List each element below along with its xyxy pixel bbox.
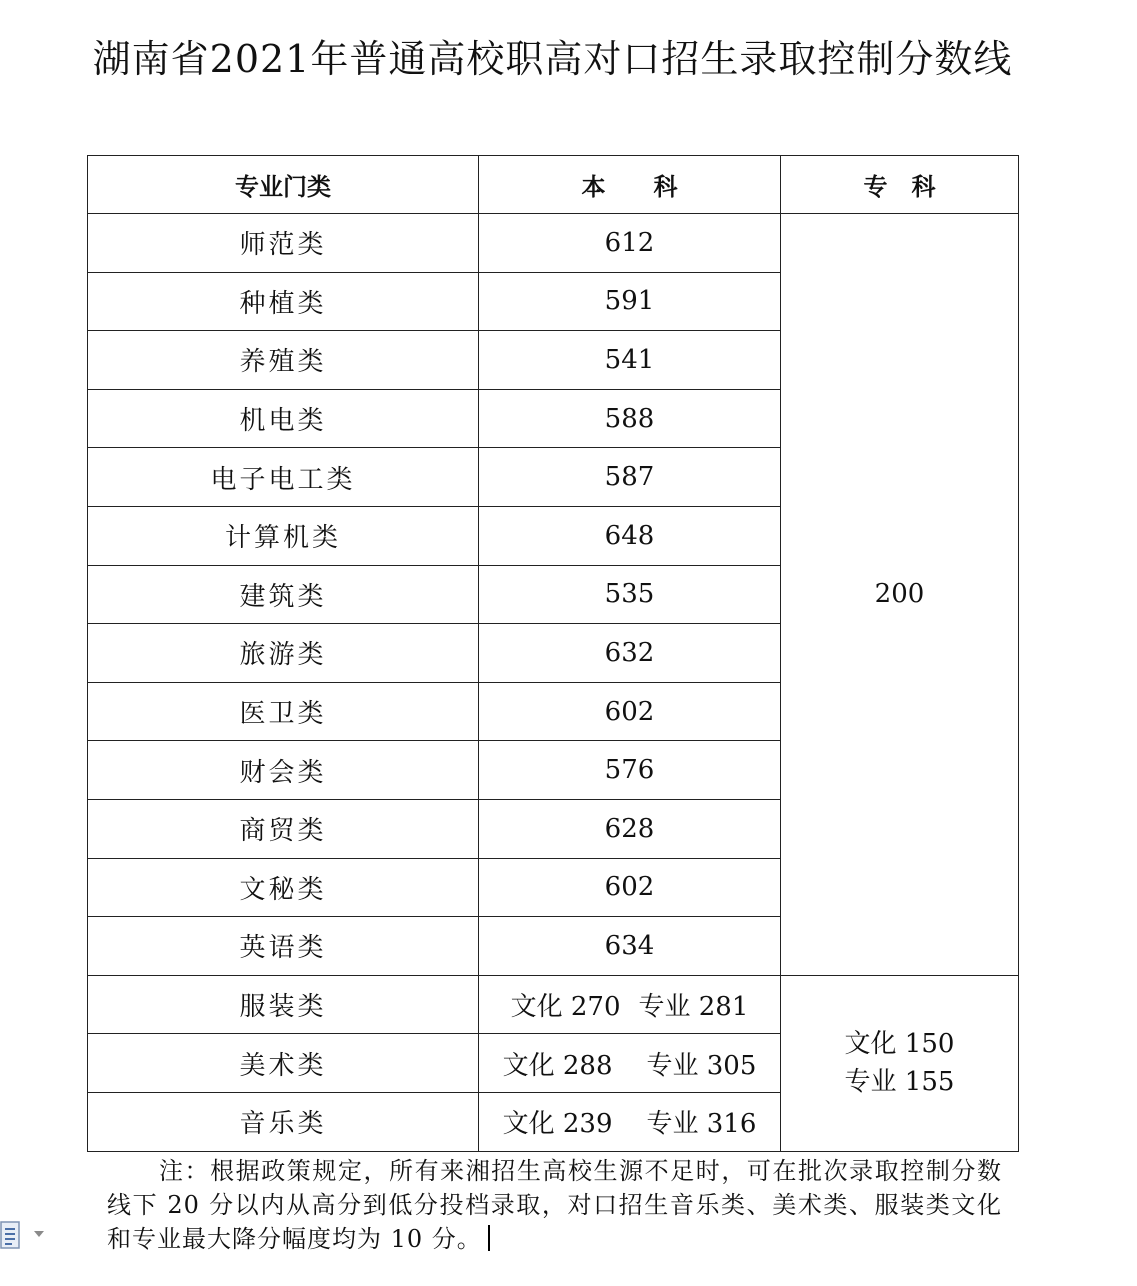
score-table: [87, 155, 1019, 1152]
header-benke: 本 科: [479, 156, 781, 214]
category-cell: 种植类: [88, 272, 479, 331]
benke-art-score-cell: [479, 1034, 781, 1093]
category-cell: 计算机类: [88, 506, 479, 565]
zhuanke-major-score: 专业 155: [844, 1067, 955, 1098]
category-cell: 英语类: [88, 917, 479, 976]
table-row: [88, 975, 1019, 1034]
benke-art-score-cell: [479, 1092, 781, 1151]
page-title: 湖南省2021年普通高校职高对口招生录取控制分数线: [92, 37, 1013, 81]
culture-score: 文化 270: [510, 992, 621, 1023]
category-cell: 旅游类: [88, 624, 479, 683]
category-cell: 文秘类: [88, 858, 479, 917]
benke-score-cell: 632: [479, 624, 781, 683]
benke-score-cell: 591: [479, 272, 781, 331]
benke-score-cell: 612: [479, 214, 781, 273]
category-cell: 养殖类: [88, 331, 479, 390]
benke-score-cell: 602: [479, 682, 781, 741]
major-score: 专业 316: [646, 1109, 757, 1140]
footnote: [107, 1154, 1002, 1256]
header-category: 专业门类: [88, 156, 479, 214]
benke-score-cell: 628: [479, 799, 781, 858]
benke-score-cell: 587: [479, 448, 781, 507]
category-cell: 服装类: [88, 975, 479, 1034]
benke-score-cell: 535: [479, 565, 781, 624]
category-cell: 建筑类: [88, 565, 479, 624]
category-cell: 美术类: [88, 1034, 479, 1093]
zhuanke-culture-score: 文化 150: [844, 1029, 955, 1060]
header-zhuanke: 专 科: [781, 156, 1019, 214]
benke-score-cell: 602: [479, 858, 781, 917]
zhuanke-general-cell: 200: [781, 214, 1019, 976]
category-cell: 音乐类: [88, 1092, 479, 1151]
benke-score-cell: 588: [479, 389, 781, 448]
table-header-row: [88, 156, 1019, 214]
document-options-icon[interactable]: [0, 1221, 22, 1251]
category-cell: 电子电工类: [88, 448, 479, 507]
major-score: 专业 281: [638, 992, 749, 1023]
culture-score: 文化 239: [502, 1109, 613, 1140]
table-row: [88, 214, 1019, 273]
dropdown-caret-icon[interactable]: [34, 1230, 44, 1238]
footnote-text: 注：根据政策规定，所有来湘招生高校生源不足时，可在批次录取控制分数线下 20 分以内从高分到低分投档录取，对口招生音乐类、美术类、服装类文化和专业最大降分幅度均为 10 分。: [107, 1157, 1002, 1253]
category-cell: 商贸类: [88, 799, 479, 858]
zhuanke-art-cell: [781, 975, 1019, 1151]
category-cell: 师范类: [88, 214, 479, 273]
category-cell: 医卫类: [88, 682, 479, 741]
text-cursor: [488, 1225, 490, 1251]
benke-score-cell: 648: [479, 506, 781, 565]
benke-art-score-cell: [479, 975, 781, 1034]
major-score: 专业 305: [646, 1050, 757, 1081]
culture-score: 文化 288: [502, 1050, 613, 1081]
category-cell: 机电类: [88, 389, 479, 448]
category-cell: 财会类: [88, 741, 479, 800]
benke-score-cell: 541: [479, 331, 781, 390]
benke-score-cell: 634: [479, 917, 781, 976]
benke-score-cell: 576: [479, 741, 781, 800]
